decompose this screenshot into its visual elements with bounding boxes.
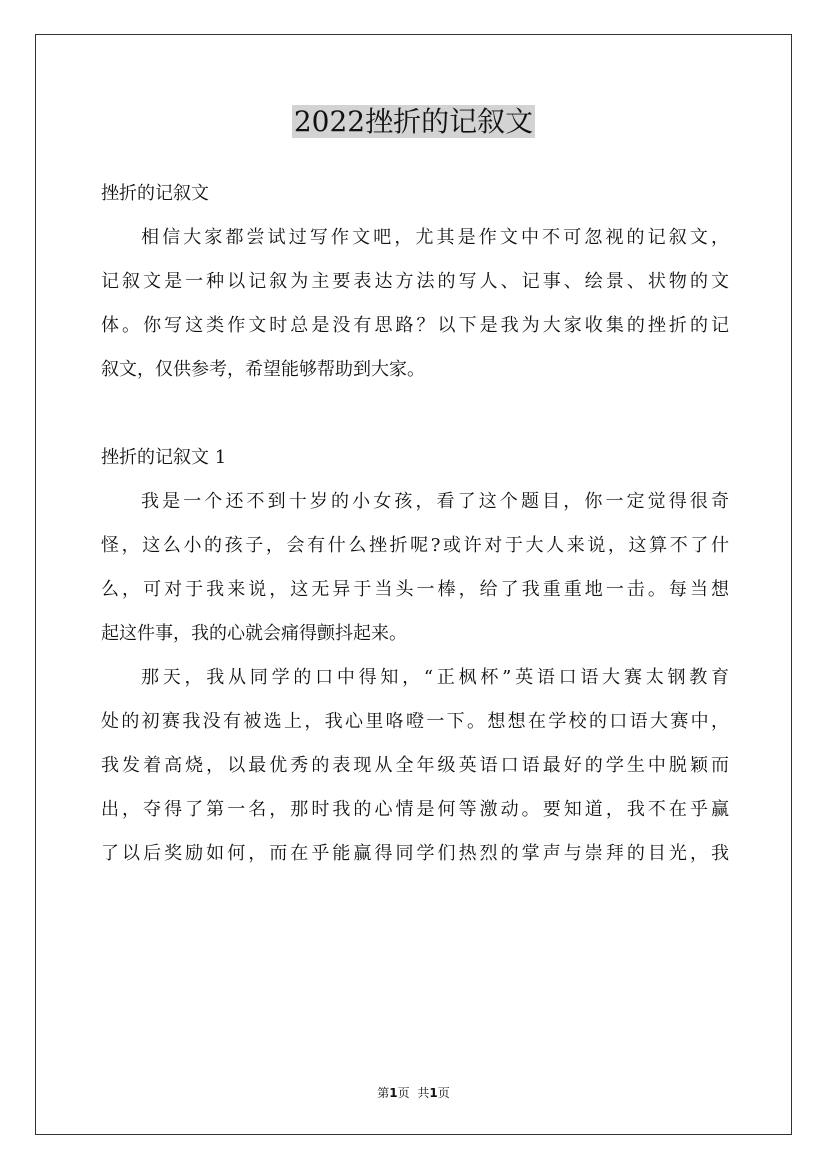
paragraph-line: 相信大家都尝试过写作文吧，尤其是作文中不可忽视的记叙文， — [141, 227, 729, 248]
paragraph-line: 出，夺得了第一名，那时我的心情是何等激动。要知道，我不在乎赢 — [101, 799, 729, 820]
total-prefix: 共 — [417, 1086, 430, 1100]
paragraph-line: 么，可对于我来说，这无异于当头一棒，给了我重重地一击。每当想 — [101, 579, 729, 600]
document-title-text: 2022挫折的记叙文 — [293, 105, 534, 138]
page-number: 1 — [389, 1086, 398, 1100]
paragraph-line: 起这件事，我的心就会痛得颤抖起来。 — [101, 623, 407, 644]
paragraph-line: 记叙文是一种以记叙为主要表达方法的写人、记事、绘景、状物的文 — [101, 271, 729, 292]
paragraph-line: 我发着高烧，以最优秀的表现从全年级英语口语最好的学生中脱颖而 — [101, 755, 729, 776]
section-heading: 挫折的记叙文 — [101, 183, 209, 204]
page-prefix: 第 — [377, 1086, 390, 1100]
total-pages: 1 — [429, 1086, 438, 1100]
total-suffix: 页 — [437, 1086, 450, 1100]
section-heading: 挫折的记叙文 1 — [101, 447, 227, 468]
paragraph-line: 那天，我从同学的口中得知，“正枫杯”英语口语大赛太钢教育 — [141, 667, 729, 688]
document-body — [101, 172, 729, 876]
paragraph-line: 了以后奖励如何，而在乎能赢得同学们热烈的掌声与崇拜的目光，我 — [101, 843, 729, 864]
page-suffix: 页 — [397, 1086, 410, 1100]
page-footer — [0, 1083, 827, 1103]
paragraph-line: 我是一个还不到十岁的小女孩，看了这个题目，你一定觉得很奇 — [141, 491, 729, 512]
paragraph-line: 怪，这么小的孩子，会有什么挫折呢?或许对于大人来说，这算不了什 — [101, 535, 729, 556]
paragraph-line: 叙文，仅供参考，希望能够帮助到大家。 — [101, 359, 425, 380]
document-title — [0, 100, 827, 144]
paragraph-line: 体。你写这类作文时总是没有思路？以下是我为大家收集的挫折的记 — [101, 315, 729, 336]
paragraph-line: 处的初赛我没有被选上，我心里咯噔一下。想想在学校的口语大赛中， — [101, 711, 729, 732]
paragraph — [101, 656, 729, 876]
paragraph — [101, 480, 729, 656]
paragraph — [101, 216, 729, 392]
